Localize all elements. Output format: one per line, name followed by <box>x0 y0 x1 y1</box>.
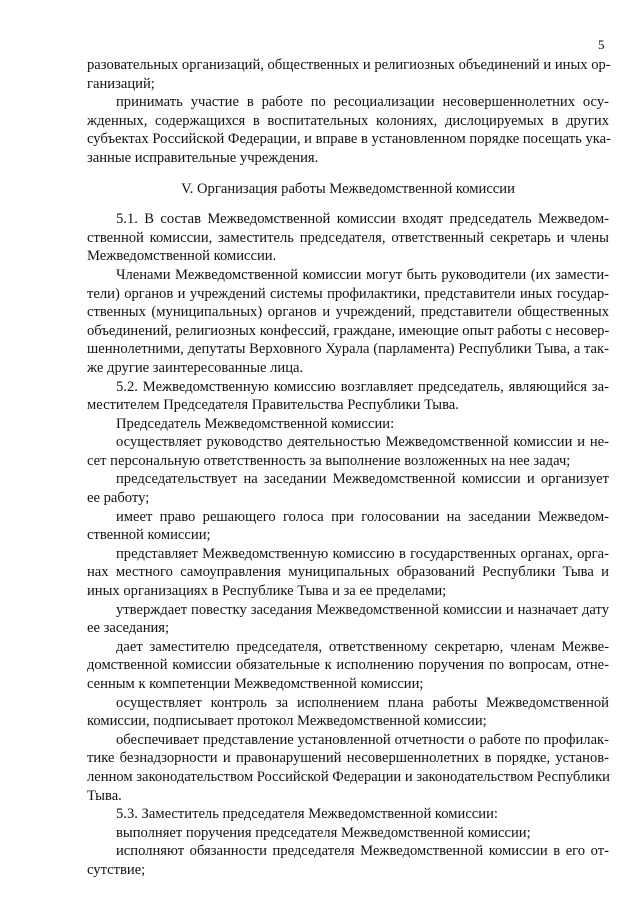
text-line: имеет право решающего голоса при голосовании на заседании Межведом- <box>116 508 609 525</box>
document-body <box>87 56 609 880</box>
text-line: шеннолетними, депутаты Верховного Хурала (парламента) Республики Тыва, а так- <box>87 341 609 358</box>
page-number: 5 <box>598 37 605 52</box>
paragraph <box>87 415 609 434</box>
text-line: ее заседания; <box>87 620 170 637</box>
section-body <box>87 210 609 879</box>
text-line: нах местного самоуправления муниципальных образований Республики Тыва и <box>87 564 609 581</box>
text-line: дает заместителю председателя, ответственному секретарю, членам Межве- <box>116 638 609 655</box>
paragraph <box>87 731 609 805</box>
text-line: 5.2. Межведомственную комиссию возглавляет председатель, являющийся за- <box>116 378 609 395</box>
paragraph <box>87 210 609 266</box>
text-line: Членами Межведомственной комиссии могут быть руководители (их замести- <box>116 266 609 283</box>
paragraph <box>87 508 609 545</box>
paragraph <box>87 545 609 601</box>
text-line: Тыва. <box>87 787 122 804</box>
paragraph <box>87 824 609 843</box>
text-line: разовательных организаций, общественных и религиозных объединений и иных ор- <box>87 57 611 73</box>
text-line: представляет Межведомственную комиссию в государственных органах, орга- <box>116 545 609 562</box>
text-line: утверждает повестку заседания Межведомственной комиссии и назначает дату <box>116 601 609 618</box>
text-line: объединений, религиозных конфессий, граждане, имеющие опыт работы с несовер- <box>87 322 610 339</box>
intro-block <box>87 56 609 168</box>
text-line: занные исправительные учреждения. <box>87 149 319 166</box>
paragraph <box>87 56 609 93</box>
text-line: сенным к компетенции Межведомственной комиссии; <box>87 676 424 692</box>
text-line: же другие заинтересованные лица. <box>87 359 304 376</box>
text-line: ственной комиссии; <box>87 527 211 544</box>
paragraph <box>87 694 609 731</box>
text-line: тели) органов и учреждений системы профилактики, представители иных государ- <box>87 285 609 302</box>
text-line: Председатель Межведомственной комиссии: <box>116 415 395 432</box>
text-line: жденных, содержащихся в воспитательных колониях, дислоцируемых в других <box>87 112 609 129</box>
paragraph <box>87 601 609 638</box>
text-line: 5.1. В состав Межведомственной комиссии входят председатель Межведом- <box>116 211 609 228</box>
text-line: ленном законодательством Российской Федерации и законодательством Республики <box>87 768 610 785</box>
text-line: домственной комиссии обязательные к исполнению поручения по вопросам, отне- <box>87 657 609 674</box>
text-line: выполняет поручения председателя Межведомственной комиссии; <box>116 824 531 841</box>
text-line: ее работу; <box>87 490 150 507</box>
paragraph <box>87 266 609 378</box>
text-line: обеспечивает представление установленной отчетности о работе по профилак- <box>116 731 609 748</box>
text-line: ственной комиссии, заместитель председателя, ответственный секретарь и члены <box>87 229 609 246</box>
text-line: Межведомственной комиссии. <box>87 248 277 265</box>
paragraph <box>87 470 609 507</box>
text-line: исполняют обязанности председателя Межведомственной комиссии в его от- <box>116 843 609 860</box>
paragraph <box>87 378 609 415</box>
text-line: ганизаций; <box>87 75 155 92</box>
paragraph <box>87 433 609 470</box>
paragraph <box>87 638 609 694</box>
text-line: иных организациях в Республике Тыва и за ее пределами; <box>87 583 447 600</box>
text-line: комиссии, подписывает протокол Межведомственной комиссии; <box>87 713 487 730</box>
section-heading: V. Организация работы Межведомственной комиссии <box>181 180 515 197</box>
text-line: субъектах Российской Федерации, и вправе в установленном порядке посещать ука- <box>87 131 611 148</box>
text-line: ственных (муниципальных) органов и учреждений, представители общественных <box>87 304 609 321</box>
text-line: осуществляет руководство деятельностью Межведомственной комиссии и не- <box>116 434 609 451</box>
text-line: председательствует на заседании Межведомственной комиссии и организует <box>116 471 609 488</box>
text-line: 5.3. Заместитель председателя Межведомственной комиссии: <box>116 806 498 823</box>
paragraph <box>87 93 609 167</box>
text-line: местителем Председателя Правительства Республики Тыва. <box>87 397 459 414</box>
text-line: осуществляет контроль за исполнением плана работы Межведомственной <box>116 694 609 711</box>
paragraph <box>87 805 609 824</box>
text-line: сет персональную ответственность за выполнение возложенных на нее задач; <box>87 452 571 469</box>
text-line: тике безнадзорности и правонарушений несовершеннолетних в порядке, установ- <box>87 750 609 767</box>
text-line: сутствие; <box>87 861 146 878</box>
paragraph <box>87 842 609 879</box>
text-line: принимать участие в работе по ресоциализации несовершеннолетних осу- <box>116 94 609 111</box>
